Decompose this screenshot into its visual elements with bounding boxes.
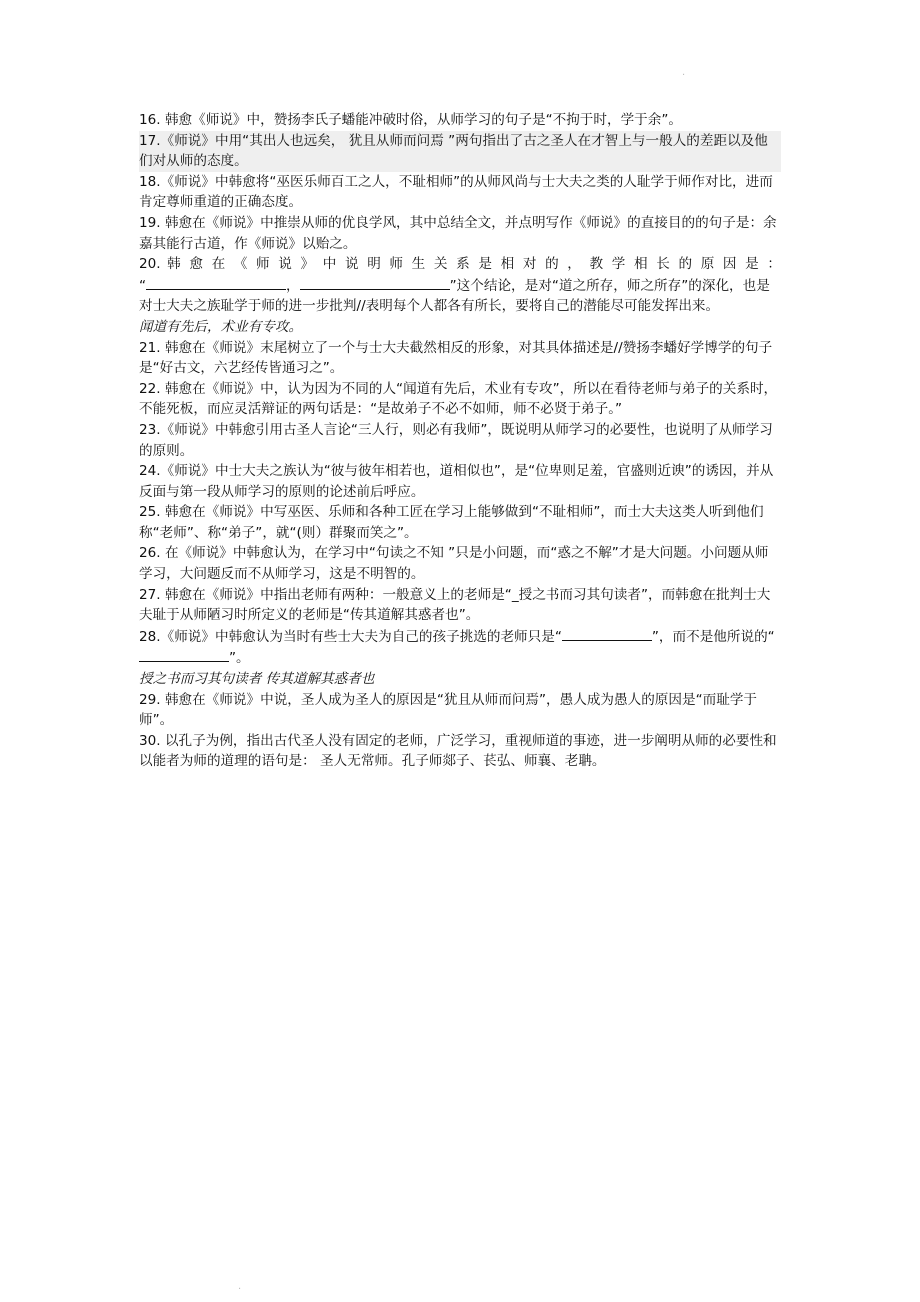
answer-blank <box>146 275 286 290</box>
question-20-line2: “ ， ”这个结论，是对“道之所存，师之所存”的深化，也是对士大夫之族耻学于师的进一步批判//表明每个人都各有所长，要将自己的潜能尽可能发挥出来。 <box>139 275 781 317</box>
question-30: 30. 以孔子为例，指出古代圣人没有固定的老师，广泛学习，重视师道的事迹，进一步阐明从师的必要性和以能者为师的道理的语句是： 圣人无常师。孔子师郯子、苌弘、师襄、老聃。 <box>139 732 777 770</box>
question-28-start: 28.《师说》中韩愈认为当时有些士大夫为自己的孩子挑选的老师只是“ <box>139 628 562 645</box>
question-29: 29. 韩愈在《师说》中说，圣人成为圣人的原因是“犹且从师而问焉”，愚人成为愚人的原因是“而耻学于师”。 <box>139 691 758 729</box>
question-28-end: ”。 <box>229 650 250 667</box>
answer-20: 闻道有先后，术业有专攻。 <box>139 318 303 335</box>
answer-blank <box>300 275 450 290</box>
question-16: 16. 韩愈《师说》中，赞扬李氏子蟠能冲破时俗，从师学习的句子是“不拘于时，学于余”。 <box>139 112 682 128</box>
question-28-mid: ”，而不是他所说的“ <box>651 628 775 645</box>
question-24: 24.《师说》中士大夫之族认为“彼与彼年相若也，道相似也”，是“位卑则足羞，官盛则近谀”的诱因，并从反面与第一段从师学习的原则的论述前后呼应。 <box>139 463 774 500</box>
answer-blank <box>139 647 229 662</box>
question-27: 27. 韩愈在《师说》中指出老师有两种：一般意义上的老师是“_授之书而习其句读者”，而韩愈在批判士大夫耻于从师陋习时所定义的老师是“传其道解其惑者也”。 <box>139 586 771 624</box>
question-19: 19. 韩愈在《师说》中推崇从师的优良学风，其中总结全文，并点明写作《师说》的直接目的的句子是：余嘉其能行古道，作《师说》以贻之。 <box>139 214 777 252</box>
question-18: 18.《师说》中韩愈将“巫医乐师百工之人，不耻相师”的从师风尚与士大夫之类的人耻学于师作对比，进而肯定尊师重道的正确态度。 <box>139 173 773 211</box>
question-28 <box>139 626 781 669</box>
question-20-line1: 20. 韩 愈 在 《 师 说 》 中 说 明 师 生 关 系 是 相 对 的 ， 教 学 相 长 的 原 因 是 ： <box>139 256 781 273</box>
scan-mark: · <box>238 1284 242 1295</box>
question-23: 23.《师说》中韩愈引用古圣人言论“三人行，则必有我师”，既说明从师学习的必要性，也说明了从师学习的原则。 <box>139 421 773 459</box>
answer-blank <box>562 626 652 641</box>
question-17: 17.《师说》中用“其出人也远矣， 犹且从师而问焉 ”两句指出了古之圣人在才智上与一般人的差距以及他们对从师的态度。 <box>139 131 781 172</box>
question-26: 26. 在《师说》中韩愈认为，在学习中“句读之不知 ”只是小问题，而“惑之不解”才是大问题。小问题从师学习，大问题反而不从师学习，这是不明智的。 <box>139 545 769 583</box>
question-21: 21. 韩愈在《师说》末尾树立了一个与士大夫截然相反的形象，对其具体描述是//赞扬李蟠好学博学的句子是“好古文，六艺经传皆通习之”。 <box>139 339 773 377</box>
scan-mark: · <box>682 70 686 81</box>
question-25: 25. 韩愈在《师说》中写巫医、乐师和各种工匠在学习上能够做到“不耻相师”，而士大夫这类人听到他们称“老师”、称“弟子”，就“(则）群聚而笑之”。 <box>139 504 764 541</box>
question-list <box>139 110 781 772</box>
question-22: 22. 韩愈在《师说》中，认为因为不同的人“闻道有先后，术业有专攻”，所以在看待老师与弟子的关系时，不能死板，而应灵活辩证的两句话是：“是故弟子不必不如师，师不必贤于弟子。” <box>139 380 778 418</box>
answer-28: 授之书而习其句读者 传其道解其惑者也 <box>139 671 375 688</box>
question-20-rest: ”这个结论，是对“道之所存，师之所存”的深化，也是对士大夫之族耻学于师的进一步批判//表明每个人都各有所长，要将自己的潜能尽可能发挥出来。 <box>139 277 770 315</box>
